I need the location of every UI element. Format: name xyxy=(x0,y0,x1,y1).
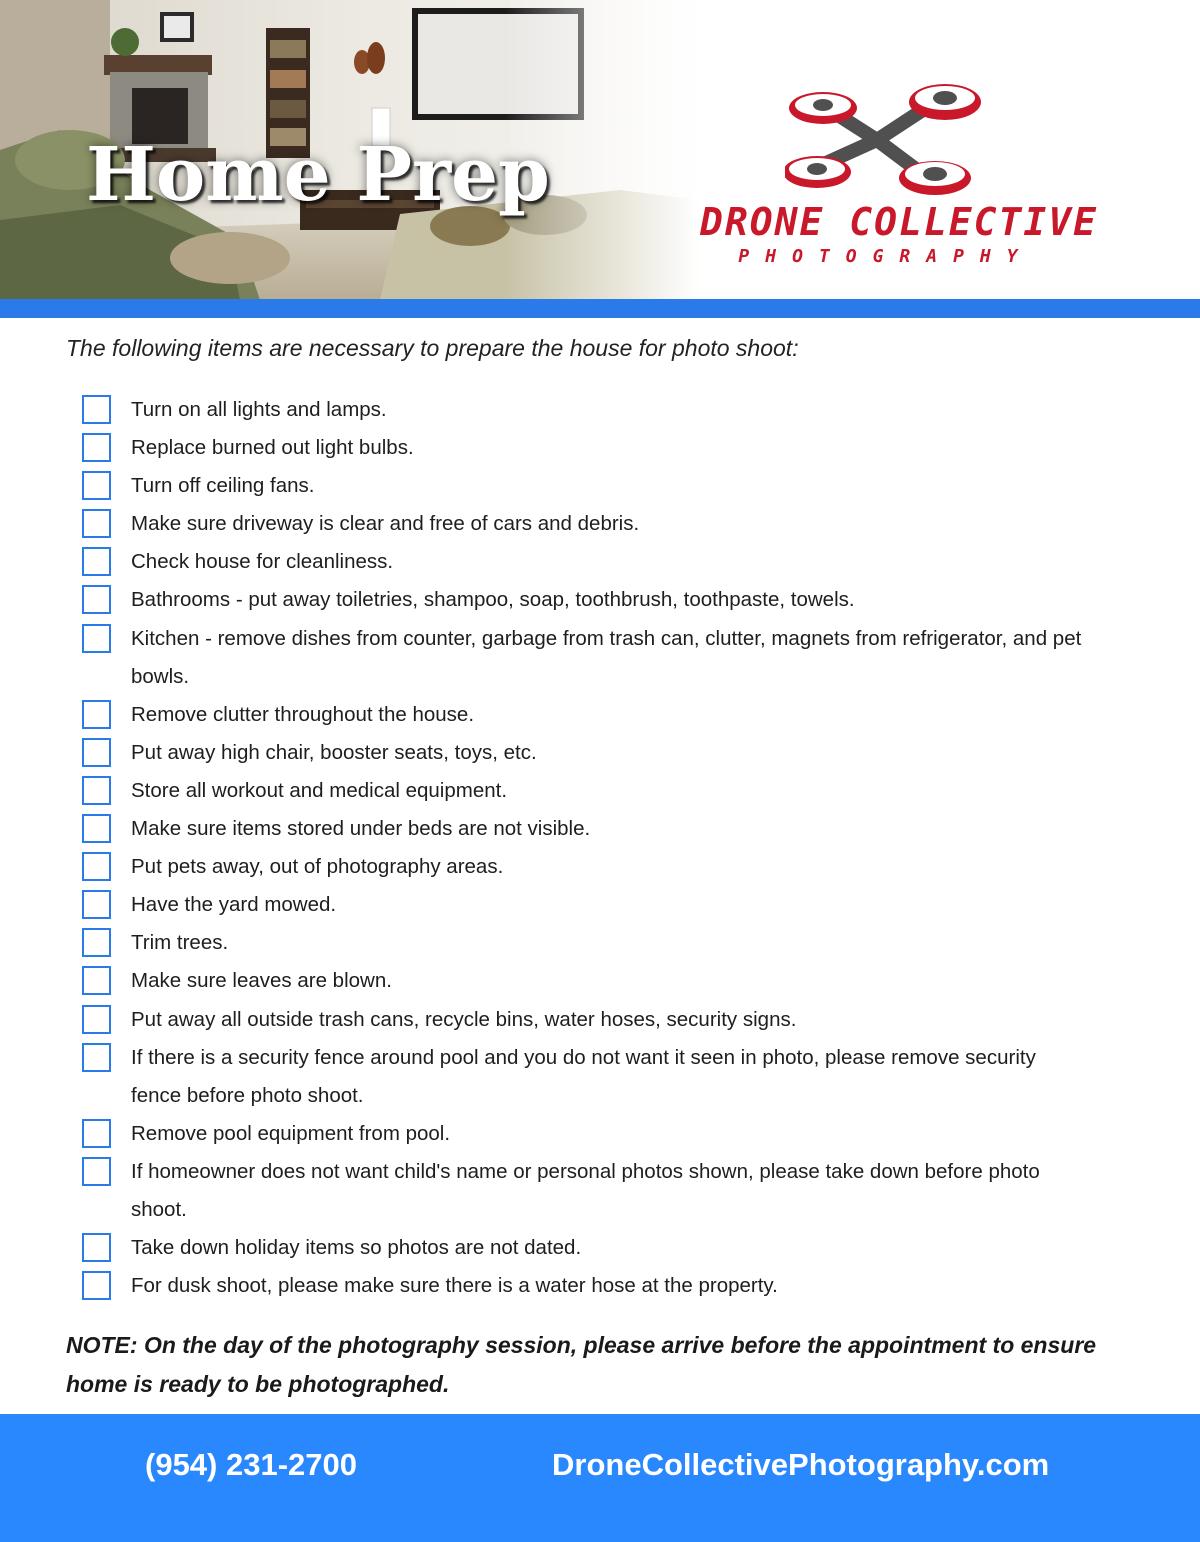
checklist-item-label: If homeowner does not want child's name or personal photos shown, please take down before photo shoot. xyxy=(131,1159,1040,1221)
website-link[interactable]: DroneCollectivePhotography.com xyxy=(552,1447,1050,1482)
checklist-item-label: Trim trees. xyxy=(131,931,229,955)
checklist-item xyxy=(82,962,1162,1000)
checklist-item-label: Bathrooms - put away toiletries, shampoo, soap, toothbrush, toothpaste, towels. xyxy=(131,588,855,612)
checklist-item-label: For dusk shoot, please make sure there is a water hose at the property. xyxy=(131,1274,778,1298)
footer xyxy=(0,1414,1200,1542)
checklist-item-label: Turn off ceiling fans. xyxy=(131,474,315,498)
brand-logo xyxy=(700,70,1099,280)
checkbox[interactable] xyxy=(82,547,111,576)
checkbox[interactable] xyxy=(82,928,111,957)
checklist-item xyxy=(82,810,1162,848)
header xyxy=(0,0,1200,300)
checkbox[interactable] xyxy=(82,1271,111,1300)
checkbox[interactable] xyxy=(82,1043,111,1072)
checklist-item xyxy=(82,581,1162,619)
page-title: Home Prep xyxy=(86,132,550,218)
checklist-item xyxy=(82,1267,1162,1305)
intro-text: The following items are necessary to prepare the house for photo shoot: xyxy=(66,335,799,361)
brand-subtitle: PHOTOGRAPHY xyxy=(738,246,1034,267)
checklist-item xyxy=(82,848,1162,886)
checklist-item xyxy=(82,429,1162,467)
checklist-item xyxy=(82,620,1162,696)
brand-name: DRONE COLLECTIVE xyxy=(700,200,1099,244)
checklist-item-label: If there is a security fence around pool and you do not want it seen in photo, please remove security fence before photo shoot. xyxy=(131,1045,1036,1107)
checklist-item xyxy=(82,886,1162,924)
checkbox[interactable] xyxy=(82,814,111,843)
note-text: NOTE: On the day of the photography session, please arrive before the appointment to ensure home is ready to be photographed. xyxy=(66,1332,1097,1397)
checkbox[interactable] xyxy=(82,966,111,995)
checkbox[interactable] xyxy=(82,509,111,538)
checkbox[interactable] xyxy=(82,852,111,881)
checkbox[interactable] xyxy=(82,1005,111,1034)
checkbox[interactable] xyxy=(82,624,111,653)
checklist-item xyxy=(82,467,1162,505)
checklist-item xyxy=(82,1001,1162,1039)
checklist-item xyxy=(82,1115,1162,1153)
checklist-item-label: Turn on all lights and lamps. xyxy=(131,398,387,421)
checkbox[interactable] xyxy=(82,776,111,805)
phone-number[interactable]: (954) 231-2700 xyxy=(145,1447,357,1482)
checklist-item-label: Put pets away, out of photography areas. xyxy=(131,855,504,879)
checkbox[interactable] xyxy=(82,1157,111,1186)
checklist-item-label: Remove clutter throughout the house. xyxy=(131,702,475,726)
checklist-item xyxy=(82,924,1162,962)
checkbox[interactable] xyxy=(82,1233,111,1262)
checkbox[interactable] xyxy=(82,395,111,424)
hero-living-room-photo xyxy=(0,0,700,300)
checkbox[interactable] xyxy=(82,585,111,614)
checkbox[interactable] xyxy=(82,433,111,462)
checklist-item-label: Kitchen - remove dishes from counter, garbage from trash can, clutter, magnets from refrigerator, and pet bowls. xyxy=(131,626,1082,688)
checklist-item-label: Make sure leaves are blown. xyxy=(131,969,392,993)
checklist-item-label: Put away all outside trash cans, recycle bins, water hoses, security signs. xyxy=(131,1007,797,1031)
checklist-item xyxy=(82,505,1162,543)
checkbox[interactable] xyxy=(82,471,111,500)
checklist-item xyxy=(82,1039,1162,1115)
checklist-item xyxy=(82,1153,1162,1229)
checklist-item xyxy=(82,543,1162,581)
checklist-item-label: Remove pool equipment from pool. xyxy=(131,1121,451,1145)
checklist-item-label: Have the yard mowed. xyxy=(131,893,337,917)
checkbox[interactable] xyxy=(82,1119,111,1148)
checkbox[interactable] xyxy=(82,738,111,767)
checklist-item-label: Make sure items stored under beds are not visible. xyxy=(131,817,591,841)
checklist-item-label: Replace burned out light bulbs. xyxy=(131,436,414,460)
checklist-item-label: Put away high chair, booster seats, toys, etc. xyxy=(131,740,537,764)
checklist-item xyxy=(82,734,1162,772)
header-divider-bar xyxy=(0,299,1200,318)
checklist-item-label: Take down holiday items so photos are not dated. xyxy=(131,1236,582,1260)
checklist-item xyxy=(82,696,1162,734)
checklist-item xyxy=(82,772,1162,810)
checklist-item xyxy=(82,391,1162,429)
checkbox[interactable] xyxy=(82,700,111,729)
drone-logo-icon xyxy=(785,78,985,198)
checkbox[interactable] xyxy=(82,890,111,919)
prep-checklist xyxy=(82,391,1162,1305)
checklist-item-label: Store all workout and medical equipment. xyxy=(131,778,508,802)
checklist-item xyxy=(82,1229,1162,1267)
checklist-item-label: Make sure driveway is clear and free of cars and debris. xyxy=(131,512,640,536)
checklist-item-label: Check house for cleanliness. xyxy=(131,550,394,574)
